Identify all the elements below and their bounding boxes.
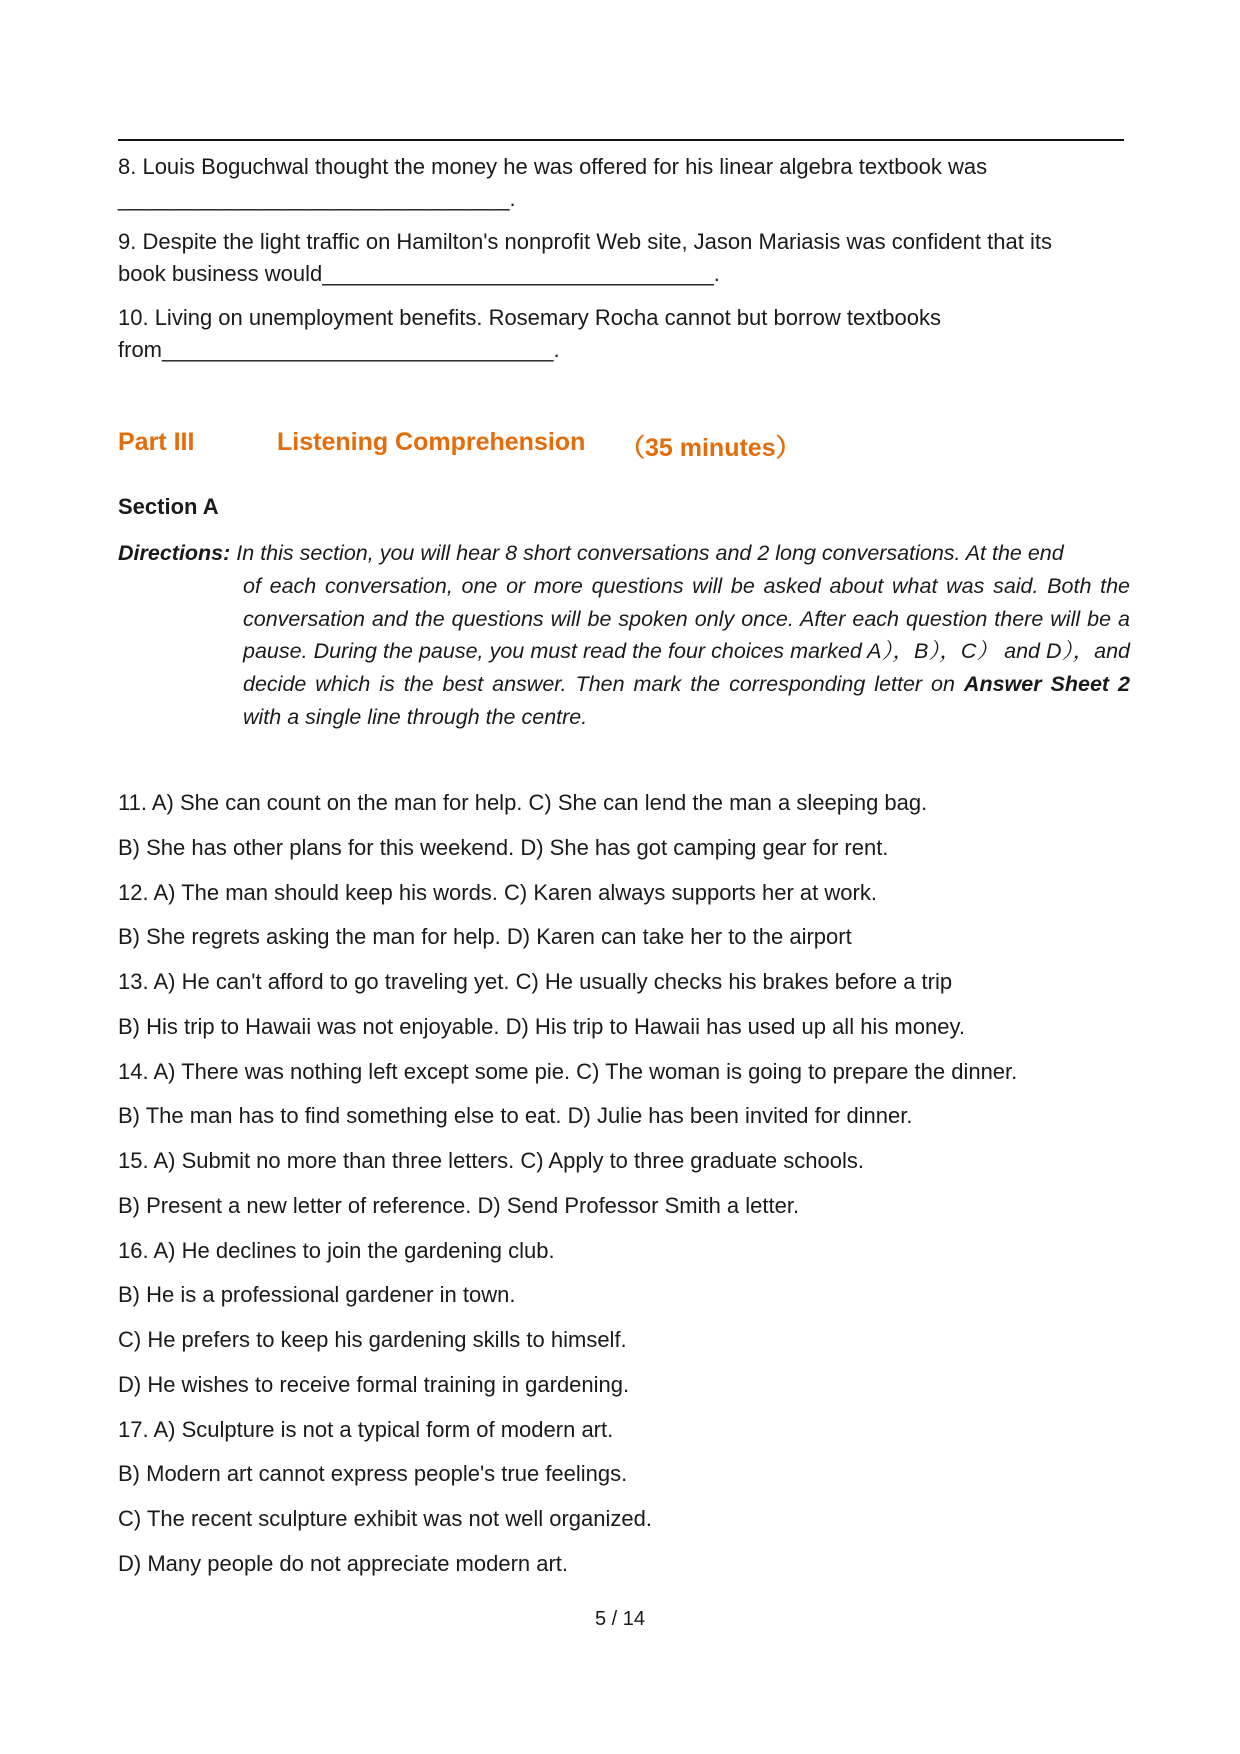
question-16-option-d: D) He wishes to receive formal training in gardening. [118,1371,630,1397]
question-16-option-c: C) He prefers to keep his gardening skills to himself. [118,1327,627,1352]
directions-block [118,537,1130,734]
question-8-line-2: ________________________________. [118,186,516,211]
question-11-line-a: 11. A) She can count on the man for help. C) She can lend the man a sleeping bag. [118,790,928,815]
question-9-line-1: 9. Despite the light traffic on Hamilton's nonprofit Web site, Jason Mariasis was confident that its [118,229,1052,254]
question-17-option-d: D) Many people do not appreciate modern art. [118,1550,569,1576]
question-9-line-2: book business would________________________________. [118,261,720,286]
question-14-line-b: B) The man has to find something else to eat. D) Julie has been invited for dinner. [118,1103,913,1129]
part-number: Part III [118,428,195,456]
question-8-line-1: 8. Louis Boguchwal thought the money he was offered for his linear algebra textbook was [118,154,988,179]
directions-body [243,570,1130,734]
page-number: 5 / 14 [594,1608,646,1630]
question-11-line-b: B) She has other plans for this weekend. D) She has got camping gear for rent. [118,834,889,860]
question-13-line-a: 13. A) He can't afford to go traveling yet. C) He usually checks his brakes before a trip [118,969,953,994]
question-16-option-b: B) He is a professional gardener in town. [118,1282,516,1308]
top-rule [118,139,1124,141]
questions-list [118,787,1128,1593]
answer-sheet-emphasis: Answer Sheet 2 [963,672,1130,697]
question-15-line-b: B) Present a new letter of reference. D) Send Professor Smith a letter. [118,1192,800,1218]
question-17-option-c: C) The recent sculpture exhibit was not well organized. [118,1506,652,1531]
directions-label: Directions: [118,541,231,565]
question-12-line-a: 12. A) The man should keep his words. C) Karen always supports her at work. [118,879,877,905]
question-17-option-b: B) Modern art cannot express people's true feelings. [118,1461,628,1487]
question-17-option-a: 17. A) Sculpture is not a typical form of modern art. [118,1416,614,1442]
directions-first-line [118,537,1130,570]
section-heading: Section A [118,494,219,519]
part-time: （35 minutes） [620,434,801,462]
question-10-line-1: 10. Living on unemployment benefits. Rosemary Rocha cannot but borrow textbooks [118,305,942,330]
question-14-line-a: 14. A) There was nothing left except some pie. C) The woman is going to prepare the dinner. [118,1058,1018,1084]
question-10-line-2: from________________________________. [118,337,560,362]
directions-body-text: of each conversation, one or more questions will be asked about what was said. Both the conversation and the questions will be spoken only once. After each question there will be a pause. During the pause, you must read the four choices marked A），B），C） and D），and decide which is the best answer. Then mark the corresponding letter on [243,573,1130,697]
part-title: Listening Comprehension [277,428,586,456]
directions-first-text: In this section, you will hear 8 short conversations and 2 long conversations. At the end [236,541,1064,565]
question-13-line-b: B) His trip to Hawaii was not enjoyable. D) His trip to Hawaii has used up all his money. [118,1013,965,1039]
directions-body-end: with a single line through the centre. [243,704,588,729]
question-15-line-a: 15. A) Submit no more than three letters. C) Apply to three graduate schools. [118,1148,864,1173]
question-16-option-a: 16. A) He declines to join the gardening club. [118,1237,555,1263]
question-12-line-b: B) She regrets asking the man for help. D) Karen can take her to the airport [118,924,852,950]
